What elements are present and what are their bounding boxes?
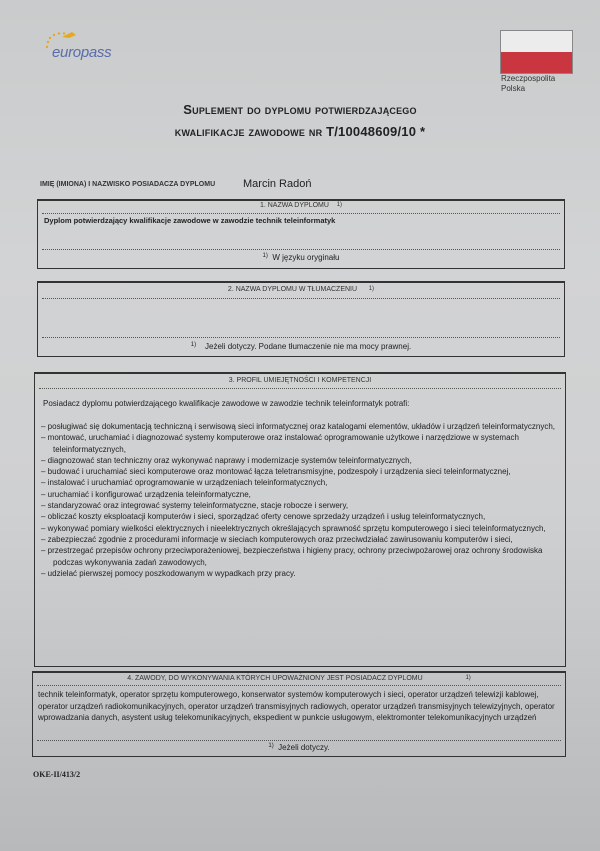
skills-list (40, 421, 558, 579)
skill-item: – wykonywać pomiary wielkości elektrycznych i nieelektrycznych określających sprawność sprzętu komputerowego i sieci teleinformatycznych, (40, 523, 558, 534)
section-2-note: $^{1)}$ Jeżeli dotyczy. Podane tłumaczenie nie ma mocy prawnej. (190, 342, 412, 351)
holder-label: IMIĘ (IMIONA) I NAZWISKO POSIADACZA DYPLOMU (40, 181, 216, 188)
document-title-line-2: kwalifikacje zawodowe nr T/10048609/10 * (174, 124, 426, 139)
section-diploma-translation (37, 281, 565, 357)
document-title-line-1: Suplement do dyplomu potwierdzającego (183, 102, 417, 117)
logo-text: europass (52, 44, 112, 61)
country-label (501, 74, 571, 94)
diploma-name-value: Dyplom potwierdzający kwalifikacje zawodowe w zawodzie technik teleinformatyk (44, 216, 336, 225)
section-4-note: $^{1)}$ Jeżeli dotyczy. (268, 743, 330, 752)
skill-item: – budować i uruchamiać sieci komputerowe oraz montować łącza teletransmisyjne, podzespoły i urządzenia sieci teleinformatycznej, (40, 466, 558, 477)
skill-item: – uruchamiać i konfigurować urządzenia teleinformatyczne, (40, 489, 558, 500)
polish-flag (500, 30, 573, 74)
skill-item: – standaryzować oraz integrować systemy teleinformatyczne, stacje robocze i serwery, (40, 500, 558, 511)
country-line-1: Rzeczpospolita (501, 74, 556, 83)
occupations-value: technik teleinformatyk, operator sprzętu komputerowego, konserwator systemów komputerowych i sieci, operator urządzeń telewizji kablowej, operator urządzeń radiokomunikacyjnych, operator urządzeń transmisyjnych radiowych, operator urządzeń transmisyjnych telewizyjnych, operator wprowadzania danych, asystent usług telekomunikacyjnych, ekspedient w punkcie usługowym, elektromonter telekomunikacyjnych urządzeń (38, 690, 555, 723)
section-4-heading: 4. ZAWODY, DO WYKONYWANIA KTÓRYCH UPOWAŻNIONY JEST POSIADACZ DYPLOMU 1) (127, 675, 471, 682)
skill-item: – udzielać pierwszej pomocy poszkodowanym w wypadkach przy pracy. (40, 568, 558, 579)
form-code: OKE-II/413/2 (33, 770, 81, 779)
skill-item: – instalować i uruchamiać oprogramowanie w urządzeniach teleinformatycznych, (40, 477, 558, 488)
skill-item: – posługiwać się dokumentacją techniczną i serwisową sieci informatycznej oraz katalogami elementów, układów i urządzeń teleinformatycznych, (40, 421, 558, 432)
country-line-2: Polska (501, 84, 526, 93)
skill-item: – montować, uruchamiać i diagnozować systemy komputerowe oraz instalować oprogramowanie użytkowe i narzędziowe w systemach teleinformatycznych, (40, 432, 558, 455)
section-diploma-name (37, 199, 565, 269)
skill-item: – zabezpieczać zgodnie z procedurami informacje w sieciach komputerowych oraz przeciwdziałać zawirusowaniu komputerów i sieci, (40, 534, 558, 545)
section-1-heading: 1. NAZWA DYPLOMU 1) (259, 202, 343, 209)
section-occupations (32, 671, 566, 757)
section-1-note: $^{1)}$ W języku oryginału (262, 253, 340, 262)
skill-item: – obliczać koszty eksploatacji komputerów i sieci, sporządzać oferty cenowe sprzedaży urządzeń i usług teleinformatycznych, (40, 511, 558, 522)
section-3-heading: 3. PROFIL UMIEJĘTNOŚCI I KOMPETENCJI (228, 377, 372, 384)
holder-name: Marcin Radoń (243, 178, 312, 190)
skills-intro: Posiadacz dyplomu potwierdzającego kwalifikacje zawodowe w zawodzie technik teleinformatyk potrafi: (43, 399, 410, 408)
skill-item: – przestrzegać przepisów ochrony przeciwporażeniowej, bezpieczeństwa i higieny pracy, ochrony przeciwpożarowej oraz ochrony środowiska podczas wykonywania zadań zawodowych, (40, 545, 558, 568)
skill-item: – diagnozować stan techniczny oraz wykonywać naprawy i modernizacje systemów teleinformatycznych, (40, 455, 558, 466)
section-2-heading: 2. NAZWA DYPLOMU W TŁUMACZENIU 1) (227, 286, 375, 293)
section-skills-profile (34, 372, 566, 667)
